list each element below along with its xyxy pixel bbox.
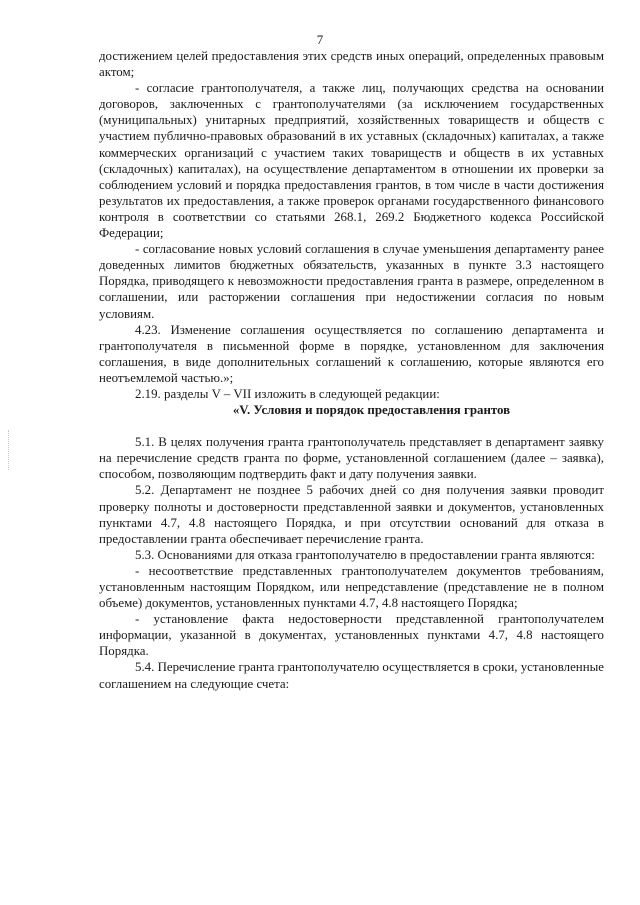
section-heading: «V. Условия и порядок предоставления грантов — [232, 403, 511, 418]
paragraph-5-2: 5.2. Департамент не позднее 5 рабочих дней со дня получения заявки проводит проверку полноты и достоверности представленной заявки и документов, установленных пунктами 4.7, 4.8 настоящего Порядка, и при отсутствии оснований для отказа в предоставлении гранта обеспечивает перечисление гранта. — [99, 483, 604, 546]
paragraph-refusal-reason-1: - несоответствие представленных грантополучателем документов требованиям, установленным настоящим Порядком, или непредставление (представление не в полном объеме) документов, установленных пунктами 4.7, 4.8 настоящего Порядка; — [99, 563, 604, 611]
paragraph-continuation: достижением целей предоставления этих средств иных операций, определенных правовым актом; — [99, 49, 604, 80]
paragraph-5-4: 5.4. Перечисление гранта грантополучателю осуществляется в сроки, установленные соглашением на следующие счета: — [99, 660, 604, 691]
paragraph-refusal-reason-2: - установление факта недостоверности представленной грантополучателем информации, указанной в документах, установленных пунктами 4.7, 4.8 настоящего Порядка. — [99, 612, 604, 659]
page-number: 7 — [316, 32, 324, 47]
paragraph-5-3: 5.3. Основаниями для отказа грантополучателю в предоставлении гранта являются: — [135, 547, 595, 562]
paragraph-new-terms-clause: - согласование новых условий соглашения в случае уменьшения департаменту ранее доведенных лимитов бюджетных обязательств, указанных в пункте 3.3 настоящего Порядка, приводящего к невозможности предоставления гранта в размере, определенном в соглашении, или расторжении соглашения при недостижении согласия по новым условиям. — [99, 242, 604, 321]
paragraph-2-19: 2.19. разделы V – VII изложить в следующей редакции: — [135, 386, 440, 401]
paragraph-5-1: 5.1. В целях получения гранта грантополучатель представляет в департамент заявку на перечисление средств гранта по форме, установленной соглашением (далее – заявка), способом, позволяющим подтвердить факт и дату получения заявки. — [99, 435, 604, 482]
paragraph-4-23: 4.23. Изменение соглашения осуществляется по соглашению департамента и грантополучателя в письменной форме в порядке, установленном для заключения соглашения, в виде дополнительных соглашений к соглашению, которые являются его неотъемлемой частью.»; — [99, 322, 604, 385]
paragraph-consent-clause: - согласие грантополучателя, а также лиц, получающих средства на основании договоров, заключенных с грантополучателями (за исключением государственных (муниципальных) унитарных предприятий, хозяйственных товариществ и обществ с участием публично-правовых образований в их уставных (складочных) капиталах, а также коммерческих организаций с участием таких товариществ и обществ в их уставных (складочных) капиталах), на осуществление департаментом в отношении их проверки за соблюдением условий и порядка предоставления грантов, в том числе в части достижения результатов их предоставления, а также проверок органами государственного финансового контроля в соответствии со статьями 268.1, 269.2 Бюджетного кодекса Российской Федерации; — [99, 81, 604, 241]
scan-margin-mark — [8, 430, 10, 470]
document-body — [99, 48, 604, 692]
